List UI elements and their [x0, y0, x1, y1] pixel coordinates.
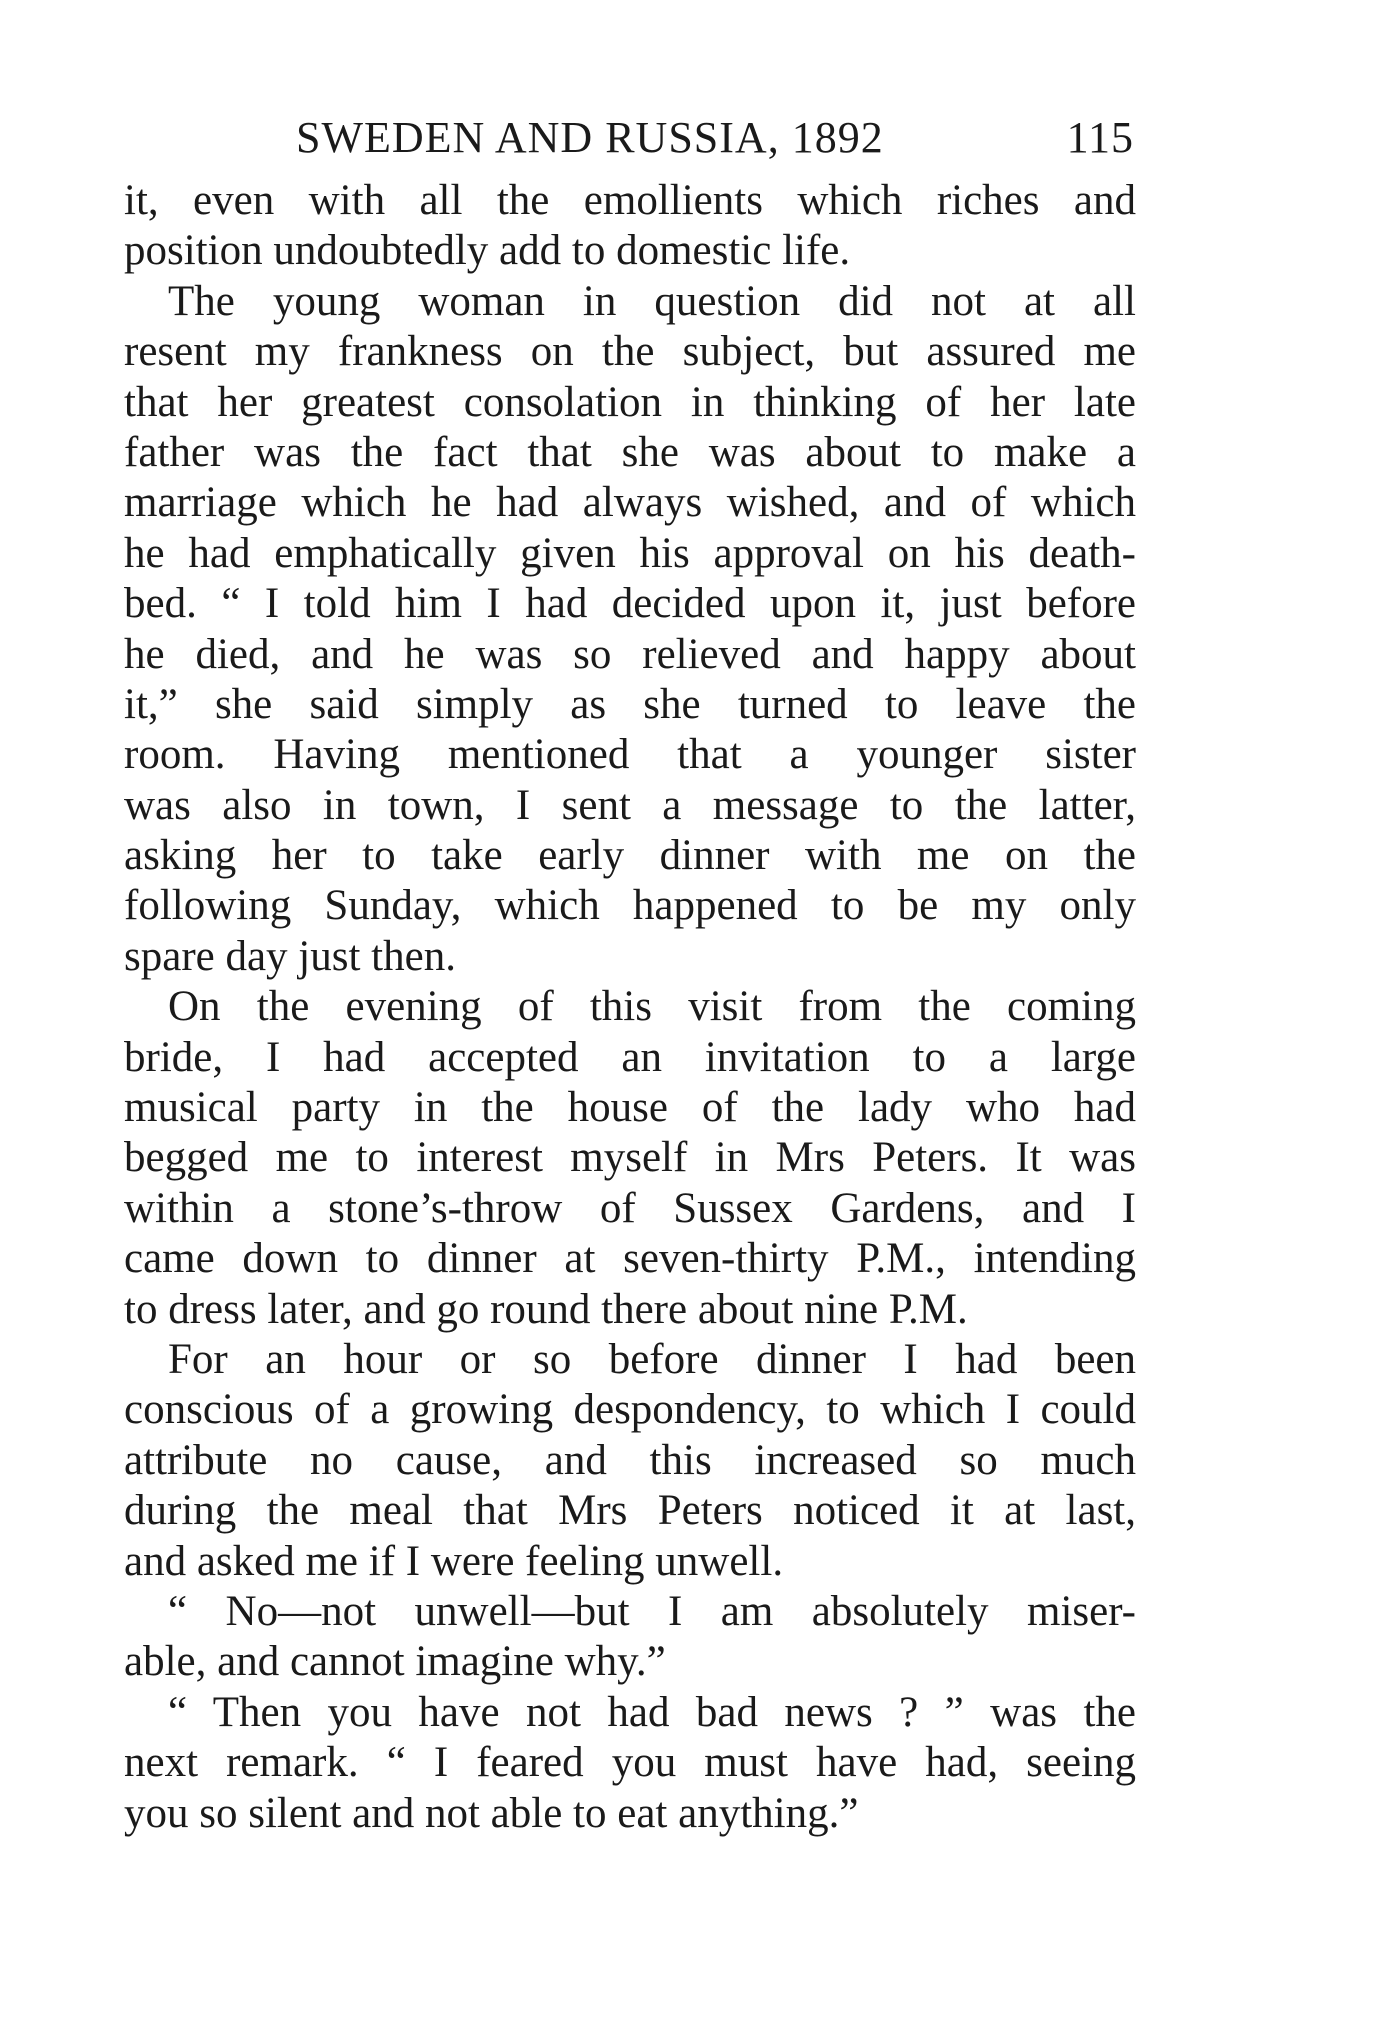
text-line: that her greatest consolation in thinking of her late: [124, 378, 1136, 426]
text-line: On the evening of this visit from the coming: [168, 983, 1136, 1031]
text-line: bed. “ I told him I had decided upon it, just before: [124, 580, 1136, 628]
text-line: it,” she said simply as she turned to leave the: [124, 680, 1136, 728]
text-line: musical party in the house of the lady who had: [124, 1084, 1136, 1132]
text-line: came down to dinner at seven-thirty P.M., intending: [124, 1235, 1136, 1283]
text-line: he died, and he was so relieved and happy about: [124, 630, 1136, 678]
text-line: bride, I had accepted an invitation to a large: [124, 1033, 1136, 1081]
text-line: marriage which he had always wished, and of which: [124, 479, 1136, 527]
text-line: “ No—not unwell—but I am absolutely miser-: [168, 1587, 1136, 1635]
text-line: For an hour or so before dinner I had been: [168, 1335, 1136, 1383]
text-line: resent my frankness on the subject, but assured me: [124, 328, 1136, 376]
text-line: during the meal that Mrs Peters noticed it at last,: [124, 1487, 1136, 1535]
text-line: to dress later, and go round there about nine P.M.: [124, 1285, 968, 1333]
page-header: [124, 112, 1134, 172]
text-line: begged me to interest myself in Mrs Peters. It was: [124, 1134, 1136, 1182]
text-line: asking her to take early dinner with me on the: [124, 832, 1136, 880]
text-line: conscious of a growing despondency, to which I could: [124, 1386, 1136, 1434]
running-title: SWEDEN AND RUSSIA, 1892: [296, 113, 884, 162]
text-line: attribute no cause, and this increased so much: [124, 1436, 1136, 1484]
text-line: father was the fact that she was about to make a: [124, 428, 1136, 476]
text-line: next remark. “ I feared you must have had, seeing: [124, 1739, 1136, 1787]
text-line: “ Then you have not had bad news ? ” was the: [168, 1688, 1136, 1736]
text-line: within a stone’s-throw of Sussex Gardens, and I: [124, 1184, 1136, 1232]
text-line: was also in town, I sent a message to the latter,: [124, 781, 1136, 829]
text-line: position undoubtedly add to domestic life.: [124, 227, 851, 275]
text-line: room. Having mentioned that a younger sister: [124, 731, 1136, 779]
text-line: following Sunday, which happened to be my only: [124, 882, 1136, 930]
text-line: able, and cannot imagine why.”: [124, 1638, 666, 1686]
text-line: you so silent and not able to eat anything.”: [124, 1789, 859, 1837]
page-number: 115: [1066, 113, 1134, 162]
text-line: The young woman in question did not at all: [168, 277, 1136, 325]
text-line: and asked me if I were feeling unwell.: [124, 1537, 784, 1585]
text-line: he had emphatically given his approval on his death-: [124, 529, 1136, 577]
text-line: spare day just then.: [124, 932, 456, 980]
body-text: [124, 176, 1136, 1839]
text-line: it, even with all the emollients which riches and: [124, 177, 1136, 224]
